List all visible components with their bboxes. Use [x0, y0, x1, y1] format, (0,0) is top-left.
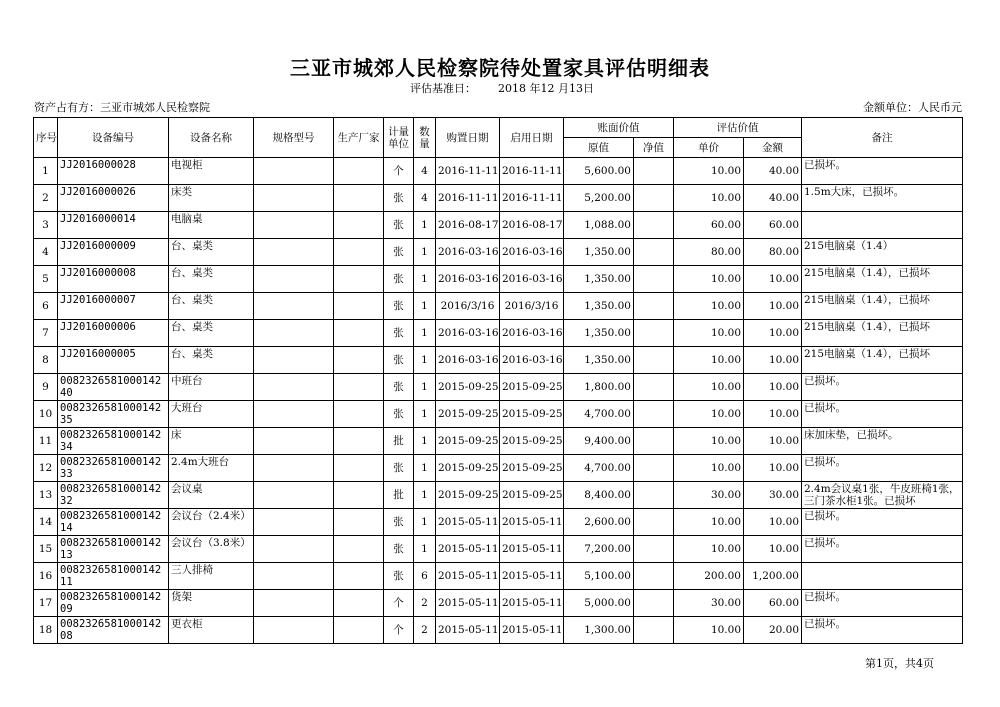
- cell-net: [634, 428, 674, 455]
- table-row: [34, 455, 963, 482]
- header-code: 设备编号: [58, 118, 169, 158]
- cell-note: 215电脑桌（1.4），已损坏: [802, 320, 963, 347]
- cell-seq: 3: [34, 212, 58, 239]
- cell-price: 10.00: [674, 536, 744, 563]
- header-buy-date: 购置日期: [436, 118, 500, 158]
- cell-qty: 1: [414, 347, 436, 374]
- cell-maker: [334, 266, 384, 293]
- cell-measure: 张: [384, 536, 414, 563]
- cell-name: 会议台（2.4米）: [169, 509, 254, 536]
- header-seq: 序号: [34, 118, 58, 158]
- cell-spec: [254, 590, 334, 617]
- table-row: [34, 266, 963, 293]
- cell-use: 2015-05-11: [500, 563, 564, 590]
- cell-maker: [334, 401, 384, 428]
- cell-seq: 2: [34, 185, 58, 212]
- cell-maker: [334, 185, 384, 212]
- cell-qty: 1: [414, 239, 436, 266]
- cell-net: [634, 266, 674, 293]
- cell-qty: 1: [414, 293, 436, 320]
- cell-amount: 10.00: [744, 509, 802, 536]
- header-eval-value: 评估价值: [674, 118, 802, 138]
- cell-measure: 张: [384, 212, 414, 239]
- cell-buy: 2016-03-16: [436, 239, 500, 266]
- cell-seq: 16: [34, 563, 58, 590]
- cell-name: 会议桌: [169, 482, 254, 509]
- cell-maker: [334, 239, 384, 266]
- valuation-table: [33, 117, 963, 644]
- cell-maker: [334, 428, 384, 455]
- cell-name: 中班台: [169, 374, 254, 401]
- cell-use: 2015-09-25: [500, 374, 564, 401]
- cell-orig: 1,350.00: [564, 239, 634, 266]
- cell-price: 10.00: [674, 266, 744, 293]
- cell-qty: 6: [414, 563, 436, 590]
- cell-orig: 8,400.00: [564, 482, 634, 509]
- cell-code: 008232658100014211: [58, 563, 169, 590]
- cell-buy: 2015-05-11: [436, 509, 500, 536]
- cell-measure: 张: [384, 563, 414, 590]
- cell-note: 已损坏。: [802, 374, 963, 401]
- cell-note: 已损坏。: [802, 401, 963, 428]
- cell-net: [634, 185, 674, 212]
- cell-amount: 10.00: [744, 455, 802, 482]
- cell-measure: 张: [384, 455, 414, 482]
- cell-maker: [334, 509, 384, 536]
- cell-code: JJ2016000026: [58, 185, 169, 212]
- cell-maker: [334, 320, 384, 347]
- cell-measure: 个: [384, 158, 414, 185]
- cell-code: JJ2016000008: [58, 266, 169, 293]
- cell-maker: [334, 158, 384, 185]
- table-row: [34, 428, 963, 455]
- cell-price: 10.00: [674, 509, 744, 536]
- cell-note: 已损坏。: [802, 509, 963, 536]
- cell-use: 2016-03-16: [500, 266, 564, 293]
- cell-name: 电脑桌: [169, 212, 254, 239]
- cell-name: 货架: [169, 590, 254, 617]
- cell-name: 台、桌类: [169, 266, 254, 293]
- cell-amount: 10.00: [744, 293, 802, 320]
- cell-buy: 2015-05-11: [436, 536, 500, 563]
- cell-name: 床: [169, 428, 254, 455]
- cell-orig: 4,700.00: [564, 455, 634, 482]
- cell-amount: 10.00: [744, 536, 802, 563]
- cell-measure: 张: [384, 374, 414, 401]
- base-date: 2018 年12 月13日: [498, 82, 594, 95]
- table-row: [34, 536, 963, 563]
- cell-spec: [254, 428, 334, 455]
- cell-measure: 个: [384, 590, 414, 617]
- cell-spec: [254, 347, 334, 374]
- cell-note: 已损坏。: [802, 536, 963, 563]
- cell-use: 2016/3/16: [500, 293, 564, 320]
- cell-note: 已损坏。: [802, 158, 963, 185]
- cell-measure: 张: [384, 320, 414, 347]
- cell-buy: 2016-11-11: [436, 185, 500, 212]
- cell-name: 更衣柜: [169, 617, 254, 644]
- page-number: 第1页，共4页: [865, 657, 934, 670]
- cell-maker: [334, 482, 384, 509]
- cell-price: 10.00: [674, 320, 744, 347]
- cell-qty: 1: [414, 509, 436, 536]
- cell-buy: 2015-05-11: [436, 590, 500, 617]
- cell-seq: 18: [34, 617, 58, 644]
- cell-amount: 60.00: [744, 590, 802, 617]
- cell-maker: [334, 617, 384, 644]
- cell-buy: 2015-09-25: [436, 482, 500, 509]
- table-row: [34, 212, 963, 239]
- cell-qty: 2: [414, 617, 436, 644]
- cell-net: [634, 320, 674, 347]
- cell-spec: [254, 212, 334, 239]
- table-row: [34, 617, 963, 644]
- cell-seq: 12: [34, 455, 58, 482]
- cell-code: JJ2016000028: [58, 158, 169, 185]
- cell-orig: 1,088.00: [564, 212, 634, 239]
- cell-amount: 60.00: [744, 212, 802, 239]
- cell-use: 2015-05-11: [500, 536, 564, 563]
- cell-orig: 1,350.00: [564, 293, 634, 320]
- cell-price: 10.00: [674, 293, 744, 320]
- cell-code: 008232658100014234: [58, 428, 169, 455]
- cell-seq: 8: [34, 347, 58, 374]
- cell-spec: [254, 185, 334, 212]
- page-title: 三亚市城郊人民检察院待处置家具评估明细表: [290, 56, 710, 80]
- table-body: [34, 158, 963, 644]
- cell-seq: 1: [34, 158, 58, 185]
- cell-measure: 张: [384, 239, 414, 266]
- cell-orig: 9,400.00: [564, 428, 634, 455]
- cell-buy: 2015-09-25: [436, 374, 500, 401]
- cell-qty: 1: [414, 401, 436, 428]
- cell-price: 10.00: [674, 401, 744, 428]
- cell-qty: 2: [414, 590, 436, 617]
- cell-use: 2015-05-11: [500, 617, 564, 644]
- header-book-net: 净值: [634, 138, 674, 158]
- cell-orig: 2,600.00: [564, 509, 634, 536]
- cell-net: [634, 401, 674, 428]
- cell-use: 2015-09-25: [500, 455, 564, 482]
- cell-seq: 7: [34, 320, 58, 347]
- cell-net: [634, 212, 674, 239]
- cell-name: 电视柜: [169, 158, 254, 185]
- cell-note: [802, 212, 963, 239]
- cell-measure: 张: [384, 401, 414, 428]
- cell-note: [802, 563, 963, 590]
- cell-net: [634, 590, 674, 617]
- cell-spec: [254, 401, 334, 428]
- table-row: [34, 563, 963, 590]
- cell-measure: 张: [384, 293, 414, 320]
- cell-price: 10.00: [674, 374, 744, 401]
- cell-qty: 1: [414, 212, 436, 239]
- cell-measure: 批: [384, 428, 414, 455]
- cell-orig: 1,350.00: [564, 266, 634, 293]
- cell-buy: 2015-09-25: [436, 428, 500, 455]
- cell-spec: [254, 536, 334, 563]
- cell-note: 已损坏。: [802, 590, 963, 617]
- cell-maker: [334, 293, 384, 320]
- cell-buy: 2016-03-16: [436, 347, 500, 374]
- cell-buy: 2016-03-16: [436, 266, 500, 293]
- cell-seq: 14: [34, 509, 58, 536]
- asset-owner: 资产占有方：三亚市城郊人民检察院: [34, 101, 210, 114]
- cell-price: 10.00: [674, 455, 744, 482]
- cell-use: 2015-09-25: [500, 482, 564, 509]
- cell-measure: 张: [384, 185, 414, 212]
- cell-use: 2016-03-16: [500, 347, 564, 374]
- cell-name: 台、桌类: [169, 320, 254, 347]
- cell-net: [634, 239, 674, 266]
- cell-code: 008232658100014213: [58, 536, 169, 563]
- header-spec: 规格型号: [254, 118, 334, 158]
- cell-seq: 9: [34, 374, 58, 401]
- cell-seq: 13: [34, 482, 58, 509]
- cell-amount: 40.00: [744, 185, 802, 212]
- header-eval-price: 单价: [674, 138, 744, 158]
- cell-name: 三人排椅: [169, 563, 254, 590]
- cell-code: JJ2016000009: [58, 239, 169, 266]
- cell-qty: 4: [414, 185, 436, 212]
- cell-net: [634, 482, 674, 509]
- cell-amount: 40.00: [744, 158, 802, 185]
- cell-spec: [254, 158, 334, 185]
- cell-code: 008232658100014240: [58, 374, 169, 401]
- cell-name: 大班台: [169, 401, 254, 428]
- cell-amount: 10.00: [744, 428, 802, 455]
- cell-price: 30.00: [674, 590, 744, 617]
- cell-note: 215电脑桌（1.4），已损坏: [802, 347, 963, 374]
- cell-net: [634, 374, 674, 401]
- cell-note: 215电脑桌（1.4），已损坏: [802, 293, 963, 320]
- table-row: [34, 482, 963, 509]
- cell-measure: 张: [384, 509, 414, 536]
- cell-qty: 1: [414, 428, 436, 455]
- cell-name: 2.4m大班台: [169, 455, 254, 482]
- cell-net: [634, 158, 674, 185]
- cell-qty: 4: [414, 158, 436, 185]
- cell-orig: 1,800.00: [564, 374, 634, 401]
- cell-spec: [254, 617, 334, 644]
- cell-code: 008232658100014232: [58, 482, 169, 509]
- header-eval-amount: 金额: [744, 138, 802, 158]
- cell-spec: [254, 509, 334, 536]
- cell-price: 10.00: [674, 185, 744, 212]
- cell-code: 008232658100014235: [58, 401, 169, 428]
- cell-note: 1.5m大床，已损坏。: [802, 185, 963, 212]
- cell-qty: 1: [414, 374, 436, 401]
- cell-code: JJ2016000005: [58, 347, 169, 374]
- table-row: [34, 320, 963, 347]
- cell-buy: 2016/3/16: [436, 293, 500, 320]
- cell-use: 2016-11-11: [500, 185, 564, 212]
- cell-code: JJ2016000006: [58, 320, 169, 347]
- cell-price: 30.00: [674, 482, 744, 509]
- cell-price: 10.00: [674, 617, 744, 644]
- cell-name: 床类: [169, 185, 254, 212]
- table-row: [34, 509, 963, 536]
- cell-price: 10.00: [674, 158, 744, 185]
- cell-maker: [334, 455, 384, 482]
- cell-seq: 5: [34, 266, 58, 293]
- cell-amount: 20.00: [744, 617, 802, 644]
- cell-seq: 11: [34, 428, 58, 455]
- header-note: 备注: [802, 118, 963, 158]
- cell-net: [634, 293, 674, 320]
- header-use-date: 启用日期: [500, 118, 564, 158]
- cell-seq: 15: [34, 536, 58, 563]
- cell-orig: 1,350.00: [564, 347, 634, 374]
- cell-amount: 10.00: [744, 347, 802, 374]
- cell-price: 10.00: [674, 347, 744, 374]
- cell-code: JJ2016000007: [58, 293, 169, 320]
- cell-amount: 10.00: [744, 401, 802, 428]
- header-book-orig: 原值: [564, 138, 634, 158]
- cell-measure: 张: [384, 266, 414, 293]
- cell-spec: [254, 482, 334, 509]
- base-date-label: 评估基准日：: [410, 82, 476, 95]
- header-book-value: 账面价值: [564, 118, 674, 138]
- cell-code: 008232658100014208: [58, 617, 169, 644]
- cell-buy: 2016-03-16: [436, 320, 500, 347]
- cell-net: [634, 536, 674, 563]
- cell-name: 台、桌类: [169, 293, 254, 320]
- cell-code: 008232658100014214: [58, 509, 169, 536]
- table-row: [34, 158, 963, 185]
- header-name: 设备名称: [169, 118, 254, 158]
- cell-orig: 5,000.00: [564, 590, 634, 617]
- header-qty: 数量: [414, 118, 436, 158]
- cell-qty: 1: [414, 320, 436, 347]
- cell-spec: [254, 374, 334, 401]
- header-measure: 计量单位: [384, 118, 414, 158]
- cell-spec: [254, 320, 334, 347]
- cell-net: [634, 347, 674, 374]
- cell-orig: 1,300.00: [564, 617, 634, 644]
- table-row: [34, 374, 963, 401]
- cell-orig: 4,700.00: [564, 401, 634, 428]
- cell-orig: 5,200.00: [564, 185, 634, 212]
- cell-measure: 个: [384, 617, 414, 644]
- cell-buy: 2015-05-11: [436, 617, 500, 644]
- table-row: [34, 239, 963, 266]
- cell-net: [634, 563, 674, 590]
- cell-orig: 5,600.00: [564, 158, 634, 185]
- cell-spec: [254, 266, 334, 293]
- cell-amount: 80.00: [744, 239, 802, 266]
- cell-spec: [254, 293, 334, 320]
- table-row: [34, 185, 963, 212]
- cell-net: [634, 617, 674, 644]
- cell-maker: [334, 536, 384, 563]
- cell-spec: [254, 239, 334, 266]
- cell-use: 2015-09-25: [500, 428, 564, 455]
- cell-note: 215电脑桌（1.4），已损坏: [802, 266, 963, 293]
- cell-net: [634, 509, 674, 536]
- cell-seq: 10: [34, 401, 58, 428]
- cell-orig: 5,100.00: [564, 563, 634, 590]
- table-row: [34, 347, 963, 374]
- cell-maker: [334, 347, 384, 374]
- cell-orig: 1,350.00: [564, 320, 634, 347]
- table-row: [34, 293, 963, 320]
- cell-measure: 批: [384, 482, 414, 509]
- cell-buy: 2016-11-11: [436, 158, 500, 185]
- header-maker: 生产厂家: [334, 118, 384, 158]
- cell-price: 200.00: [674, 563, 744, 590]
- cell-amount: 10.00: [744, 374, 802, 401]
- cell-qty: 1: [414, 455, 436, 482]
- base-date-line: [410, 80, 594, 96]
- cell-use: 2015-05-11: [500, 590, 564, 617]
- cell-maker: [334, 212, 384, 239]
- cell-seq: 17: [34, 590, 58, 617]
- cell-maker: [334, 563, 384, 590]
- cell-buy: 2015-09-25: [436, 401, 500, 428]
- cell-name: 台、桌类: [169, 347, 254, 374]
- cell-spec: [254, 563, 334, 590]
- cell-name: 台、桌类: [169, 239, 254, 266]
- cell-code: JJ2016000014: [58, 212, 169, 239]
- cell-code: 008232658100014209: [58, 590, 169, 617]
- cell-qty: 1: [414, 266, 436, 293]
- table-row: [34, 401, 963, 428]
- cell-use: 2015-09-25: [500, 401, 564, 428]
- table-row: [34, 590, 963, 617]
- cell-orig: 7,200.00: [564, 536, 634, 563]
- cell-buy: 2015-05-11: [436, 563, 500, 590]
- cell-use: 2016-03-16: [500, 320, 564, 347]
- cell-name: 会议台（3.8米）: [169, 536, 254, 563]
- cell-amount: 30.00: [744, 482, 802, 509]
- cell-amount: 10.00: [744, 320, 802, 347]
- cell-price: 80.00: [674, 239, 744, 266]
- cell-use: 2016-11-11: [500, 158, 564, 185]
- cell-use: 2016-08-17: [500, 212, 564, 239]
- cell-seq: 4: [34, 239, 58, 266]
- cell-note: 已损坏。: [802, 617, 963, 644]
- cell-note: 215电脑桌（1.4）: [802, 239, 963, 266]
- cell-spec: [254, 455, 334, 482]
- cell-note: 已损坏。: [802, 455, 963, 482]
- cell-code: 008232658100014233: [58, 455, 169, 482]
- cell-buy: 2016-08-17: [436, 212, 500, 239]
- cell-measure: 张: [384, 347, 414, 374]
- cell-price: 60.00: [674, 212, 744, 239]
- cell-qty: 1: [414, 482, 436, 509]
- cell-use: 2015-05-11: [500, 509, 564, 536]
- cell-buy: 2015-09-25: [436, 455, 500, 482]
- cell-amount: 1,200.00: [744, 563, 802, 590]
- cell-use: 2016-03-16: [500, 239, 564, 266]
- cell-net: [634, 455, 674, 482]
- cell-qty: 1: [414, 536, 436, 563]
- cell-note: 床加床垫，已损坏。: [802, 428, 963, 455]
- cell-seq: 6: [34, 293, 58, 320]
- cell-maker: [334, 374, 384, 401]
- cell-amount: 10.00: [744, 266, 802, 293]
- cell-note: 2.4m会议桌1张，牛皮班椅1张，三门茶水柜1张。已损坏: [802, 482, 963, 509]
- currency-unit: 金额单位：人民币元: [863, 101, 962, 114]
- cell-maker: [334, 590, 384, 617]
- cell-price: 10.00: [674, 428, 744, 455]
